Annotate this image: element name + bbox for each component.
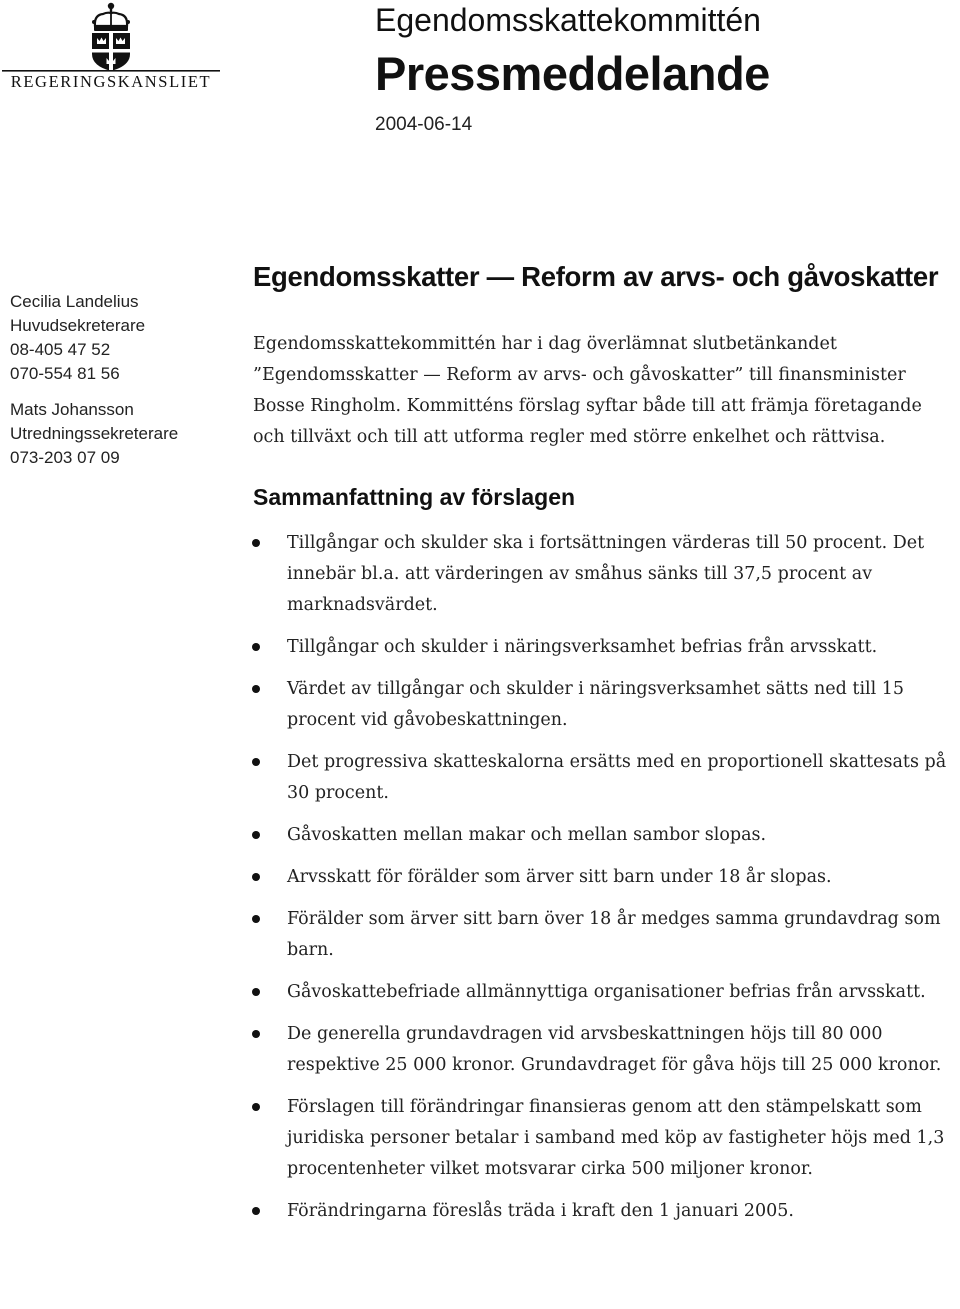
list-item-text: De generella grundavdragen vid arvsbeskattningen höjs till 80 000 respektive 25 000 kronor. Grundavdraget för gåva höjs till 25 000 kronor. [287,1024,942,1075]
list-item [253,528,960,621]
list-item [253,1019,960,1081]
bullet-icon [252,1207,260,1215]
list-item-text: Värdet av tillgångar och skulder i näringsverksamhet sätts ned till 15 procent vid gåvobeskattningen. [287,679,905,730]
contact-phone: 08-405 47 52 [10,340,111,359]
list-item-text: Förändringarna föreslås träda i kraft den 1 januari 2005. [287,1201,794,1221]
bullet-icon [252,1103,260,1111]
list-item-text: Förslagen till förändringar finansieras genom att den stämpelskatt som juridiska personer betalar i samband med köp av fastigheter höjs med 1,3 procentenheter vilket motsvarar cirka 500 miljoner kronor. [287,1097,945,1179]
list-item [253,1196,960,1227]
press-release-body [253,260,960,1238]
list-item-text: Förälder som ärver sitt barn över 18 år medges samma grundavdrag som barn. [287,909,941,960]
bullet-icon [252,1030,260,1038]
document-type-title: Pressmeddelande [375,47,770,100]
list-item-text: Det progressiva skatteskalorna ersätts med en proportionell skattesats på 30 procent. [287,752,947,803]
contact-block [10,290,230,386]
contact-name: Cecilia Landelius [10,292,139,311]
contact-role: Huvudsekreterare [10,316,146,335]
intro-paragraph: Egendomsskattekommittén har i dag överlämnat slutbetänkandet ”Egendomsskatter — Reform av arvs- och gåvoskatter” till finansminister Bosse Ringholm. Kommitténs förslag syftar både till att främja företagande och tillväxt och till att utforma regler med större enkelhet och rättvisa. [253,334,922,447]
crown-shield-three-crowns-icon [0,0,230,72]
logo-wordmark: REGERINGSKANSLIET [10,72,212,91]
bullet-icon [252,643,260,651]
list-item [253,674,960,736]
contact-phone: 073-203 07 09 [10,448,120,467]
contact-sidebar [10,290,230,470]
bullet-icon [252,873,260,881]
committee-name: Egendomsskattekommittén [375,2,761,38]
bullet-icon [252,915,260,923]
bullet-icon [252,758,260,766]
bullet-icon [252,539,260,547]
contact-block [10,398,230,470]
list-item [253,1092,960,1185]
headline: Egendomsskatter — Reform av arvs- och gåvoskatter [253,261,939,292]
list-item-text: Gåvoskattebefriade allmännyttiga organisationer befrias från arvsskatt. [287,982,926,1002]
list-item-text: Arvsskatt för förälder som ärver sitt barn under 18 år slopas. [287,867,832,887]
list-item [253,747,960,809]
list-item [253,904,960,966]
list-item [253,632,960,663]
regeringskansliet-logo [0,0,230,100]
contact-phone: 070-554 81 56 [10,364,120,383]
bullet-icon [252,988,260,996]
summary-heading: Sammanfattning av förslagen [253,484,576,510]
press-release-date: 2004-06-14 [375,114,473,135]
list-item [253,977,960,1008]
bullet-icon [252,831,260,839]
list-item [253,862,960,893]
list-item-text: Tillgångar och skulder ska i fortsättningen värderas till 50 procent. Det innebär bl.a. att värderingen av småhus sänks till 37,5 procent av marknadsvärdet. [287,533,925,615]
list-item-text: Gåvoskatten mellan makar och mellan sambor slopas. [287,825,767,845]
list-item [253,820,960,851]
contact-name: Mats Johansson [10,400,134,419]
proposal-list [253,528,960,1227]
contact-role: Utredningssekreterare [10,424,179,443]
bullet-icon [252,685,260,693]
list-item-text: Tillgångar och skulder i näringsverksamhet befrias från arvsskatt. [287,637,878,657]
